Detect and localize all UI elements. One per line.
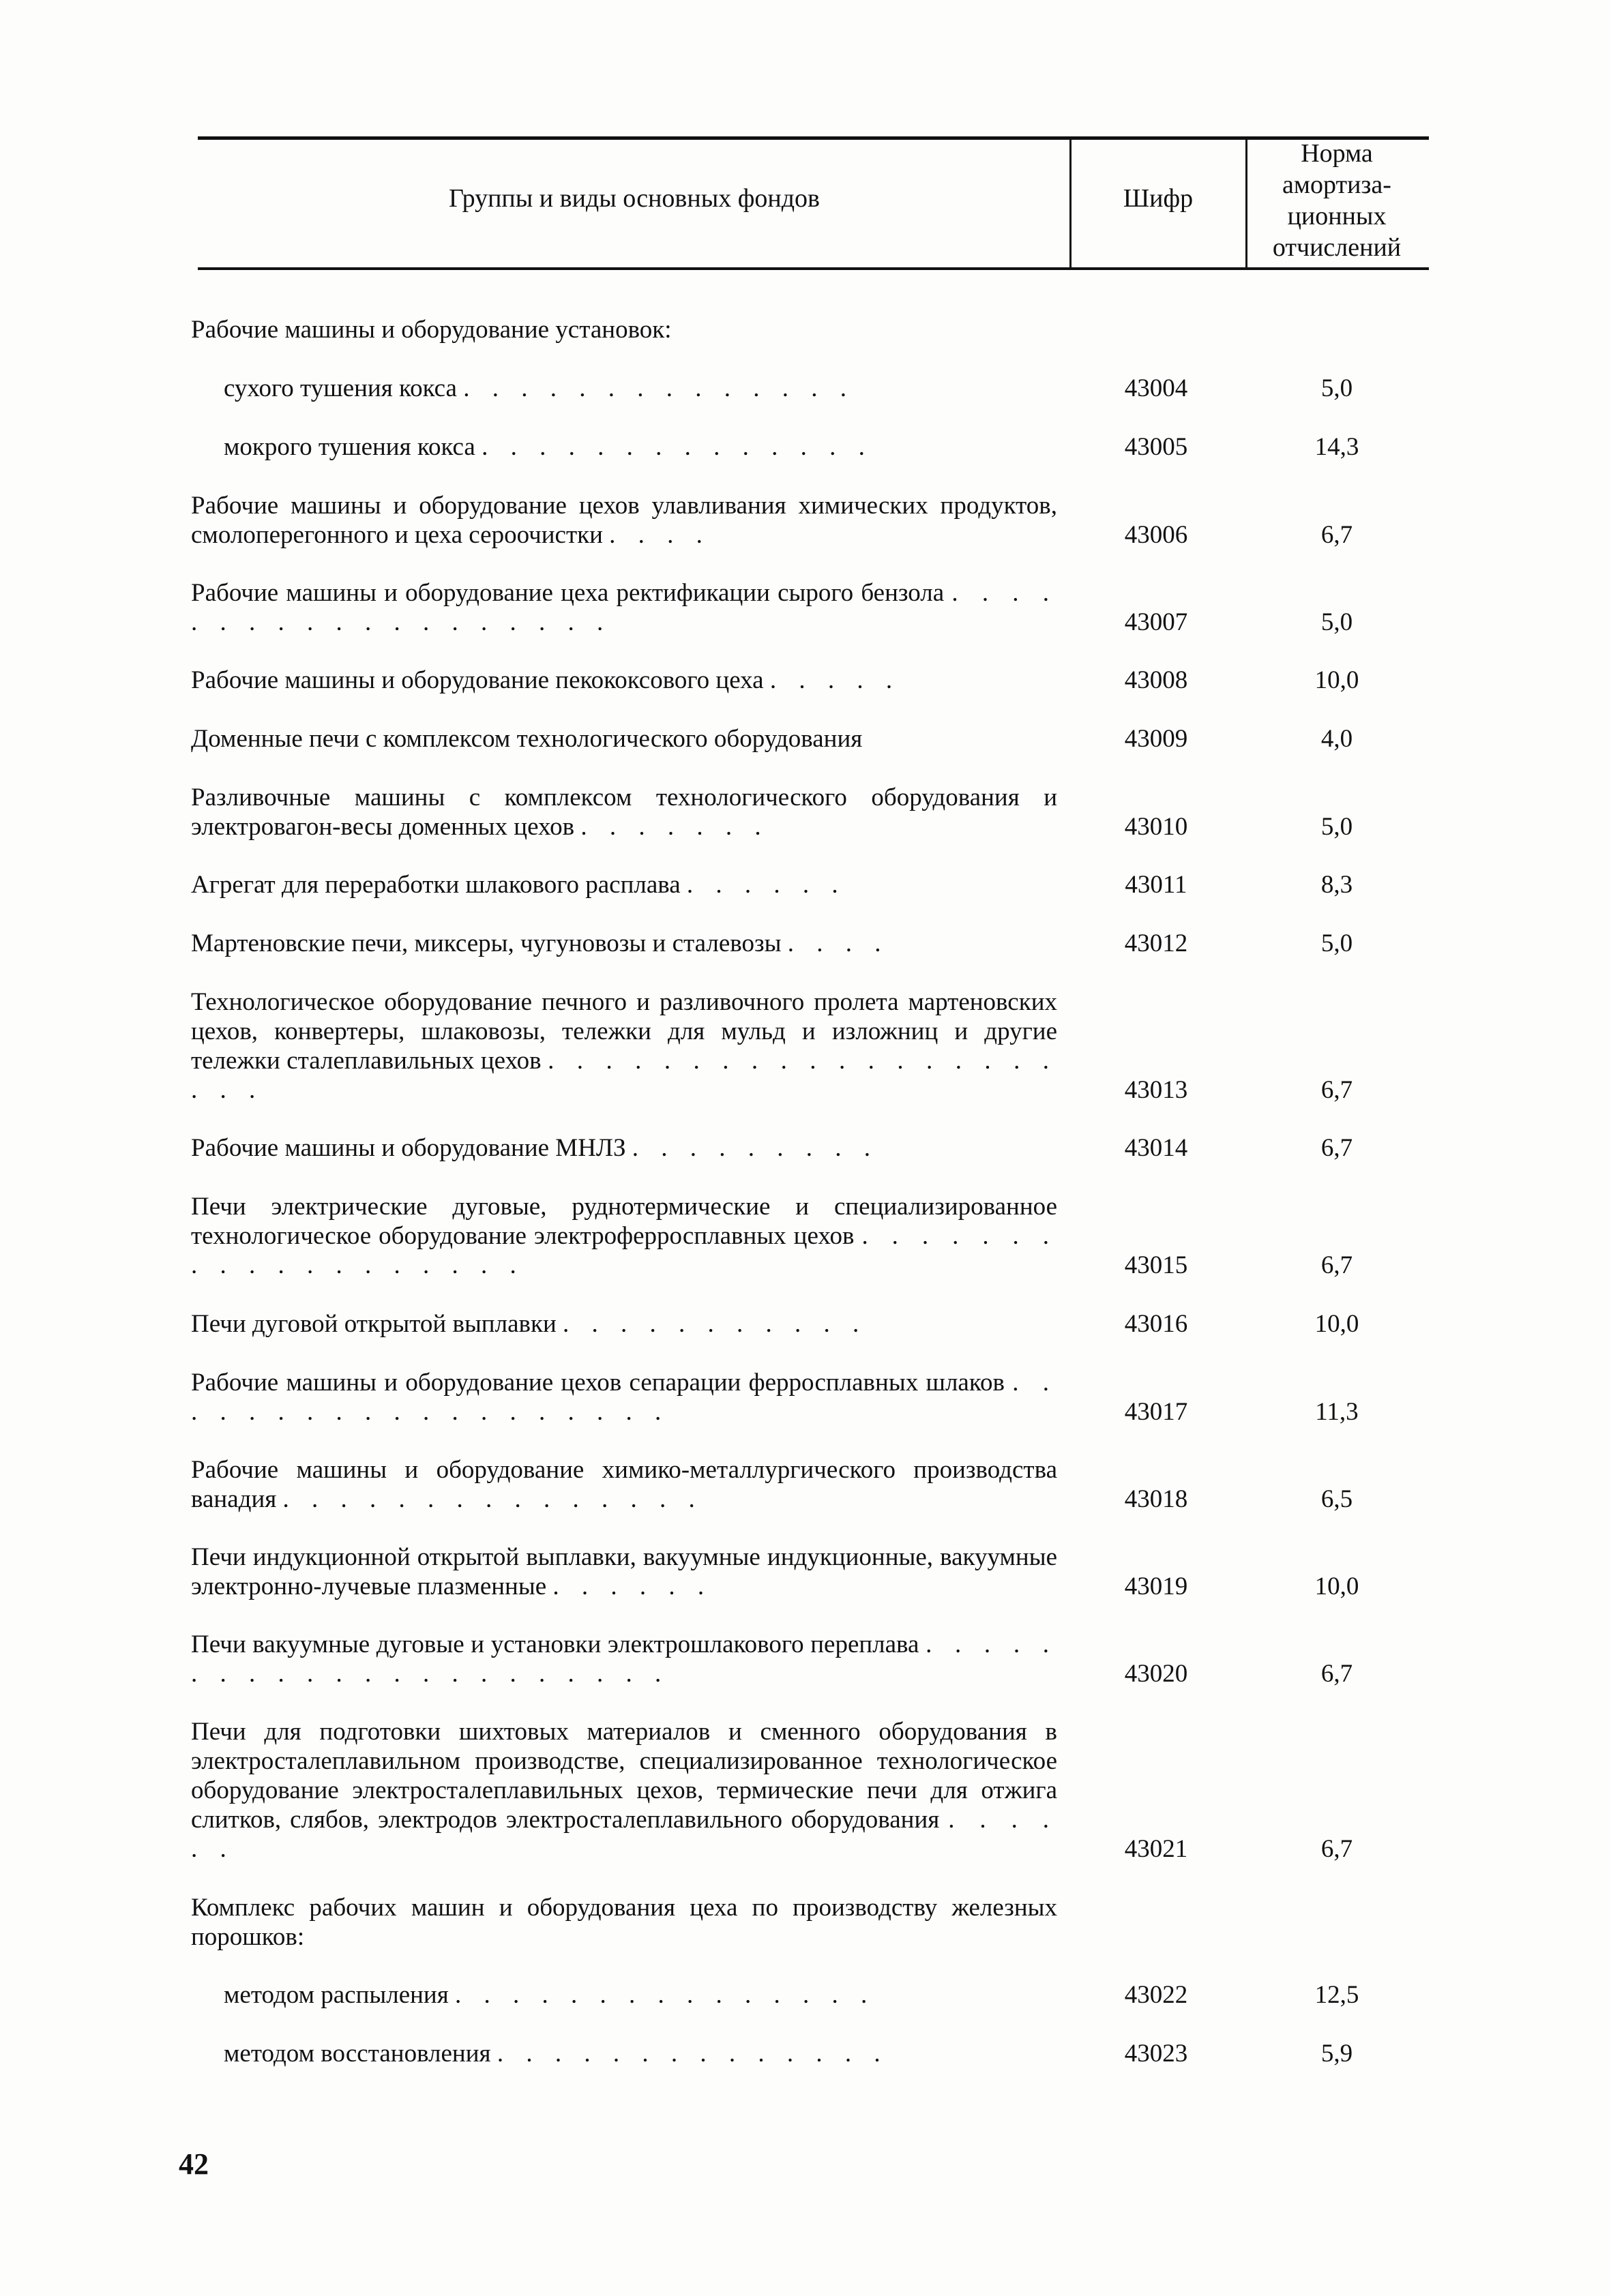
row-code: 43020: [1124, 1660, 1188, 1688]
row-name: Комплекс рабочих машин и оборудования цеха по производству железных порошков:: [191, 1894, 1057, 1951]
header-top-rule: [198, 136, 1429, 140]
row-name: Рабочие машины и оборудование химико-металлургического производства ванадия . . . . . . . . . . . . . . .: [191, 1456, 1057, 1513]
row-norm: 6,7: [1320, 521, 1353, 549]
row-name: Агрегат для переработки шлакового расплава . . . . . .: [191, 871, 846, 899]
row-code: 43011: [1125, 871, 1187, 899]
row-norm: 8,3: [1320, 871, 1353, 899]
row-name: мокрого тушения кокса . . . . . . . . . . . . . .: [224, 433, 873, 461]
row-code: 43004: [1124, 374, 1188, 402]
row-norm: 6,7: [1320, 1835, 1353, 1863]
row-code: 43010: [1124, 813, 1188, 841]
row-code: 43009: [1124, 725, 1188, 753]
row-name: Печи дуговой открытой выплавки . . . . . . . . . . .: [191, 1310, 868, 1338]
row-code: 43021: [1124, 1835, 1188, 1863]
header-bottom-rule: [198, 267, 1429, 270]
page-number: 42: [179, 2147, 209, 2181]
row-code: 43016: [1124, 1310, 1188, 1338]
row-code: 43018: [1124, 1485, 1188, 1513]
row-norm: 6,5: [1320, 1485, 1353, 1513]
row-norm: 6,7: [1320, 1660, 1353, 1688]
row-norm: 10,0: [1314, 1310, 1359, 1338]
row-name: Печи электрические дуговые, руднотермические и специализированное технологическое оборудование электроферросплавных цехов . . . . . . . . . . . . . . . . . . .: [191, 1193, 1058, 1279]
row-name: Рабочие машины и оборудование пекококсового цеха . . . . .: [191, 666, 901, 694]
row-norm: 14,3: [1314, 433, 1359, 461]
header-divider-1: [1069, 136, 1071, 270]
header-col-names: Группы и виды основных фондов: [449, 184, 820, 213]
row-code: 43006: [1124, 521, 1188, 549]
header-col-code: Шифр: [1123, 184, 1194, 213]
row-name: Рабочие машины и оборудование МНЛЗ . . . . . . . . .: [191, 1134, 879, 1162]
row-norm: 6,7: [1320, 1076, 1353, 1104]
row-name: сухого тушения кокса . . . . . . . . . . . . . .: [224, 374, 855, 402]
row-norm: 5,0: [1320, 608, 1353, 636]
row-code: 43019: [1124, 1572, 1188, 1600]
row-norm: 12,5: [1314, 1981, 1359, 2009]
row-name: Печи для подготовки шихтовых материалов и сменного оборудования в электросталеплавильном производстве, специализированное технологическое оборудование электросталеплавильных цехов, термические печи для отжига слитков, слябов, электродов электросталеплавильного оборудования . . . . . .: [191, 1718, 1058, 1863]
row-name: Рабочие машины и оборудование цеха ректификации сырого бензола . . . . . . . . . . . . . . . . . . .: [191, 579, 1057, 636]
row-name: методом восстановления . . . . . . . . . . . . . .: [224, 2040, 889, 2068]
row-norm: 11,3: [1315, 1398, 1359, 1426]
row-code: 43012: [1124, 929, 1188, 957]
row-name: Печи вакуумные дуговые и установки электрошлакового переплава . . . . . . . . . . . . . . . . . . . . . .: [191, 1630, 1057, 1688]
row-norm: 10,0: [1314, 1572, 1359, 1600]
row-name: Рабочие машины и оборудование цехов улавливания химических продуктов, смолоперегонного и цеха сероочистки . . . .: [191, 492, 1057, 549]
row-code: 43017: [1124, 1398, 1188, 1426]
row-name: Мартеновские печи, миксеры, чугуновозы и сталевозы . . . .: [191, 929, 889, 957]
row-code: 43013: [1124, 1076, 1188, 1104]
row-code: 43008: [1124, 666, 1188, 694]
row-name: Разливочные машины с комплексом технологического оборудования и электровагон-весы доменных цехов . . . . . . .: [191, 784, 1057, 841]
row-norm: 6,7: [1320, 1134, 1353, 1162]
row-code: 43015: [1124, 1251, 1188, 1279]
row-code: 43022: [1124, 1981, 1188, 2009]
row-name: Доменные печи с комплексом технологического оборудования: [191, 725, 863, 753]
header-col-norm: Норма амортиза- ционных отчислений: [1272, 139, 1402, 262]
row-name: Рабочие машины и оборудование цехов сепарации ферросплавных шлаков . . . . . . . . . . . . . . . . . . .: [191, 1369, 1058, 1426]
row-code: 43023: [1124, 2040, 1188, 2068]
row-norm: 5,0: [1320, 929, 1353, 957]
row-norm: 5,0: [1320, 813, 1353, 841]
header-divider-2: [1245, 136, 1247, 270]
row-norm: 4,0: [1320, 725, 1353, 753]
row-code: 43005: [1124, 433, 1188, 461]
row-name: методом распыления . . . . . . . . . . . . . . .: [224, 1981, 876, 2009]
row-name: Рабочие машины и оборудование установок:: [191, 316, 672, 344]
row-norm: 6,7: [1320, 1251, 1353, 1279]
row-name: Технологическое оборудование печного и разливочного пролета мартеновских цехов, конвертеры, шлаковозы, тележки для мульд и изложниц и другие тележки сталеплавильных цехов . . . . . . . . . . . . . . . . . . . . .: [191, 988, 1057, 1104]
row-norm: 5,0: [1320, 374, 1353, 402]
row-code: 43007: [1124, 608, 1188, 636]
row-norm: 10,0: [1314, 666, 1359, 694]
row-name: Печи индукционной открытой выплавки, вакуумные индукционные, вакуумные электронно-лучевые плазменные . . . . . .: [191, 1543, 1057, 1600]
row-norm: 5,9: [1320, 2040, 1353, 2068]
row-code: 43014: [1124, 1134, 1188, 1162]
